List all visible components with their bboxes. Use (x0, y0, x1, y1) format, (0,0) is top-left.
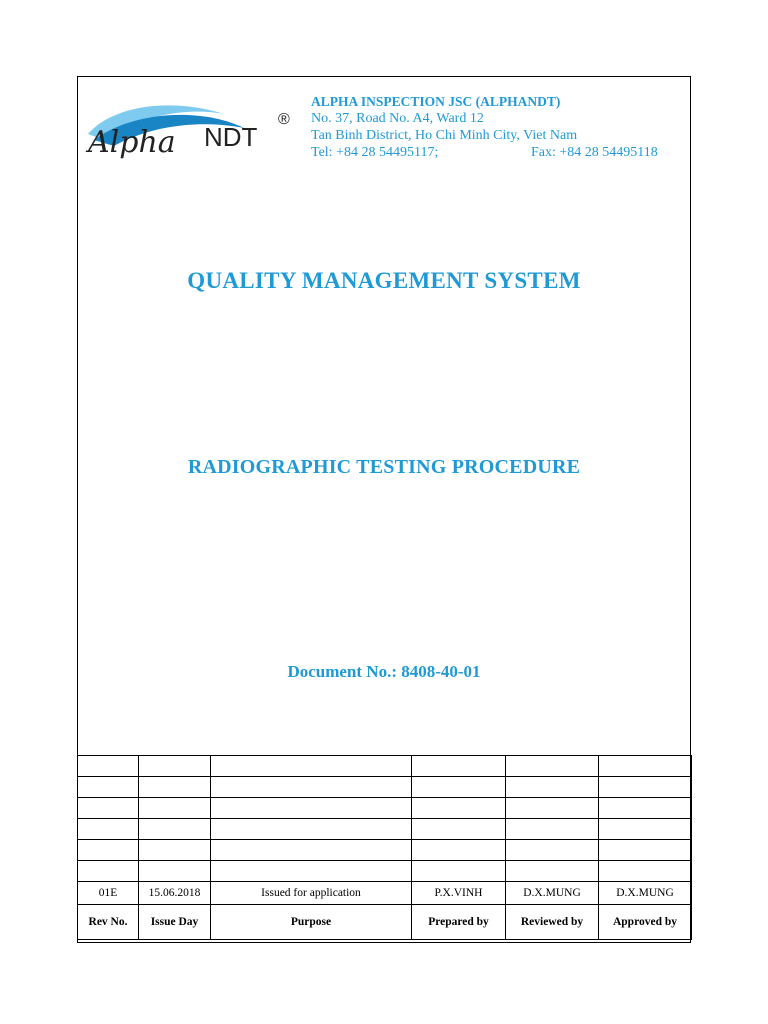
header-issue-day: Issue Day (139, 905, 211, 940)
table-row-empty (78, 798, 692, 819)
table-row-empty (78, 756, 692, 777)
purpose-cell: Issued for application (211, 882, 412, 905)
system-title: QUALITY MANAGEMENT SYSTEM (187, 268, 581, 293)
company-fax: Fax: +84 28 54495118 (531, 145, 658, 160)
table-row-empty (78, 840, 692, 861)
header-rev-no: Rev No. (78, 905, 139, 940)
company-name: ALPHA INSPECTION JSC (ALPHANDT) (311, 94, 561, 109)
header-approved-by: Approved by (599, 905, 692, 940)
svg-text:Alpha: Alpha (88, 125, 176, 160)
document-number: Document No.: 8408-40-01 (287, 662, 481, 681)
table-row-empty (78, 819, 692, 840)
rev-no-cell: 01E (78, 882, 139, 905)
header-reviewed-by: Reviewed by (506, 905, 599, 940)
header-purpose: Purpose (211, 905, 412, 940)
table-row-empty (78, 861, 692, 882)
company-address-1: No. 37, Road No. A4, Ward 12 (311, 111, 484, 126)
company-address-2: Tan Binh District, Ho Chi Minh City, Viet Nam (311, 128, 578, 143)
company-tel: Tel: +84 28 54495117; (311, 145, 439, 160)
revision-table (77, 755, 692, 940)
approved-by-cell: D.X.MUNG (599, 882, 692, 905)
table-header-row (78, 905, 692, 940)
reviewed-by-cell: D.X.MUNG (506, 882, 599, 905)
company-info (311, 93, 658, 161)
table-row (78, 882, 692, 905)
svg-text:NDT: NDT (204, 122, 258, 152)
procedure-title: RADIOGRAPHIC TESTING PROCEDURE (187, 456, 581, 478)
company-logo (84, 100, 300, 164)
table-row-empty (78, 777, 692, 798)
issue-day-cell: 15.06.2018 (139, 882, 211, 905)
svg-text:®: ® (278, 111, 290, 128)
header-prepared-by: Prepared by (412, 905, 506, 940)
prepared-by-cell: P.X.VINH (412, 882, 506, 905)
